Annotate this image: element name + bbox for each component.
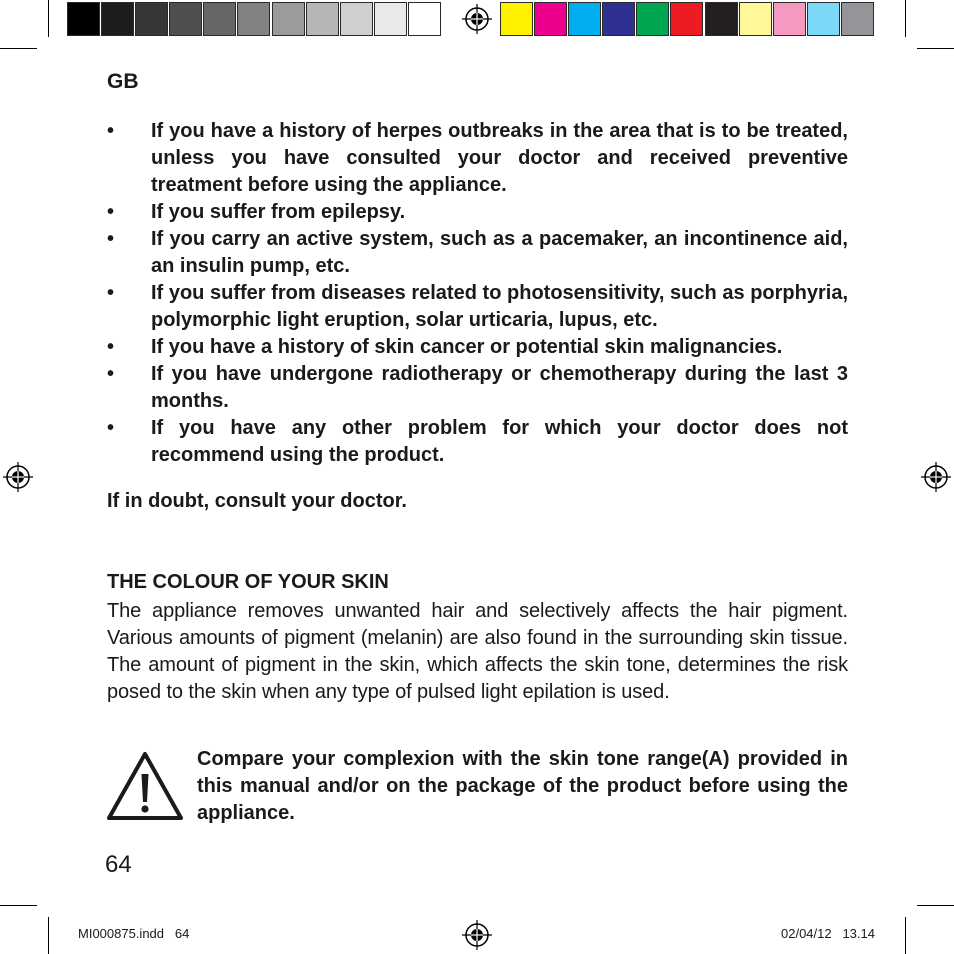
list-item-text: If you have a history of skin cancer or potential skin malignancies. — [151, 336, 783, 358]
bullet-icon: • — [107, 282, 115, 304]
list-item-text: If you have undergone radiotherapy or chemotherapy during the last 3 months. — [151, 363, 848, 412]
list-item-text: If you suffer from diseases related to photosensitivity, such as porphyria, polymorphic light eruption, solar urticaria, lupus, etc. — [151, 282, 848, 331]
list-item-text: If you have a history of herpes outbreaks in the area that is to be treated, unless you have consulted your doctor and received preventive treatment before using the appliance. — [151, 120, 848, 196]
registration-mark-icon — [3, 462, 33, 492]
process-color-swatch — [705, 2, 738, 36]
crop-mark — [917, 48, 954, 49]
list-item-text: If you carry an active system, such as a pacemaker, an incontinence aid, an insulin pump, etc. — [151, 228, 848, 277]
crop-mark — [0, 48, 37, 49]
crop-mark — [48, 0, 49, 37]
gray-swatch — [135, 2, 168, 36]
process-color-swatch — [568, 2, 601, 36]
process-color-swatch — [636, 2, 669, 36]
list-item — [107, 361, 848, 415]
registration-mark-icon — [462, 920, 492, 950]
print-slug-date: 02/04/12 13.14 — [781, 926, 875, 941]
gray-swatch — [237, 2, 270, 36]
gray-swatch — [101, 2, 134, 36]
crop-mark — [905, 0, 906, 37]
caution-text: Compare your complexion with the skin tone range(A) provided in this manual and/or on the package of the product before using the appliance. — [197, 748, 848, 824]
registration-mark-icon — [462, 4, 492, 34]
bullet-icon: • — [107, 363, 115, 385]
bullet-icon: • — [107, 228, 115, 250]
gray-swatch — [67, 2, 100, 36]
list-item — [107, 226, 848, 280]
crop-mark — [905, 917, 906, 954]
contraindication-list — [107, 118, 848, 469]
crop-mark — [917, 905, 954, 906]
process-color-swatch — [670, 2, 703, 36]
gray-swatch — [374, 2, 407, 36]
list-item — [107, 199, 848, 226]
list-item — [107, 334, 848, 361]
process-color-swatch — [500, 2, 533, 36]
registration-mark-icon — [921, 462, 951, 492]
language-code: GB — [107, 70, 139, 93]
process-color-swatch — [739, 2, 772, 36]
grayscale-color-bar — [67, 2, 442, 36]
print-slug-file: MI000875.indd 64 — [78, 926, 190, 941]
list-item — [107, 415, 848, 469]
process-color-bar — [500, 2, 875, 36]
doubt-note: If in doubt, consult your doctor. — [107, 490, 407, 512]
section-title: THE COLOUR OF YOUR SKIN — [107, 571, 389, 593]
process-color-swatch — [807, 2, 840, 36]
list-item — [107, 118, 848, 199]
list-item-text: If you suffer from epilepsy. — [151, 201, 406, 223]
bullet-icon: • — [107, 417, 115, 439]
page-number: 64 — [105, 851, 132, 878]
gray-swatch — [306, 2, 339, 36]
process-color-swatch — [534, 2, 567, 36]
gray-swatch — [203, 2, 236, 36]
bullet-icon: • — [107, 201, 115, 223]
list-item — [107, 280, 848, 334]
crop-mark — [48, 917, 49, 954]
skin-colour-paragraph: The appliance removes unwanted hair and selectively affects the hair pigment. Various amounts of pigment (melanin) are also found in the surrounding skin tissue. The amount of pigment in the skin, which affects the skin tone, determines the risk posed to the skin when any type of pulsed light epilation is used. — [107, 600, 848, 703]
gray-swatch — [169, 2, 202, 36]
process-color-swatch — [602, 2, 635, 36]
warning-triangle-icon — [105, 750, 185, 822]
process-color-swatch — [773, 2, 806, 36]
list-item-text: If you have any other problem for which your doctor does not recommend using the product. — [151, 417, 848, 466]
process-color-swatch — [841, 2, 874, 36]
bullet-icon: • — [107, 336, 115, 358]
bullet-icon: • — [107, 120, 115, 142]
gray-swatch — [408, 2, 441, 36]
gray-swatch — [272, 2, 305, 36]
gray-swatch — [340, 2, 373, 36]
crop-mark — [0, 905, 37, 906]
